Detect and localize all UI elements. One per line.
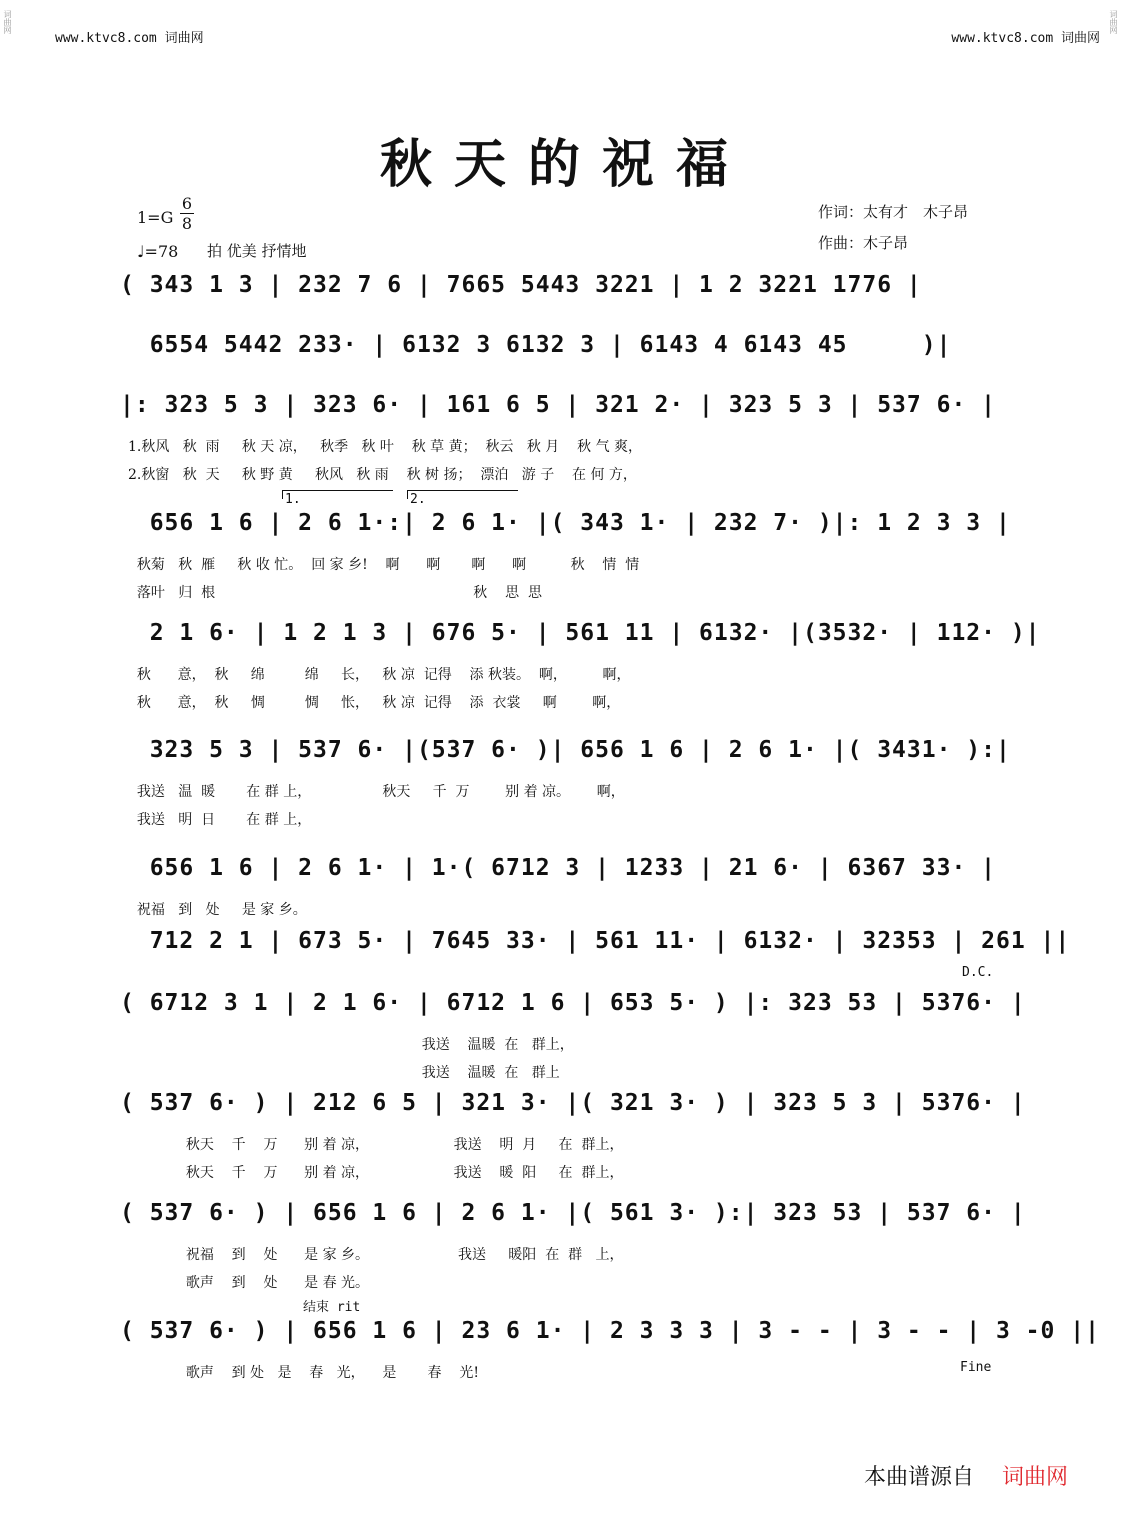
notation-row: 656 1 6 | 2 6 1· | 1·( 6712 3 | 1233 | 21 6· | 6367 33· |	[120, 855, 996, 881]
notation-row: 323 5 3 | 537 6· |(537 6· )| 656 1 6 | 2 6 1· |( 3431· ):|	[120, 737, 1011, 763]
time-signature	[180, 194, 194, 233]
left-side-watermark: 词曲网	[3, 10, 12, 34]
lyric-line: 我送 温暖 在 群上	[128, 1065, 560, 1081]
notation-row: ( 343 1 3 | 232 7 6 | 7665 5443 3221 | 1 2 3221 1776 |	[120, 272, 922, 298]
dc-mark: D.C.	[962, 965, 994, 980]
lyric-line: 2.秋窗 秋 天 秋 野 黄 秋风 秋 雨 秋 树 扬； 漂泊 游 子 在 何 方，	[128, 467, 637, 483]
notation-row: ( 537 6· ) | 212 6 5 | 321 3· |( 321 3· ) | 323 5 3 | 5376· |	[120, 1090, 1026, 1116]
lyric-line: 秋 意， 秋 绵 绵 长， 秋 凉 记得 添 秋装。 啊， 啊，	[128, 667, 631, 683]
footer-source-text: 本曲谱源自	[864, 1465, 975, 1490]
notation-row: 6554 5442 233· | 6132 3 6132 3 | 6143 4 6143 45 )|	[120, 332, 952, 358]
lyric-line: 秋 意， 秋 惆 惆 怅， 秋 凉 记得 添 衣裳 啊 啊，	[128, 695, 621, 711]
composer-credit: 作曲：木子昂	[818, 234, 909, 252]
lyric-line: 落叶 归 根 秋 思 思	[128, 585, 542, 601]
lyric-line: 我送 温暖 在 群上，	[128, 1037, 574, 1053]
notation-row: 2 1 6· | 1 2 1 3 | 676 5· | 561 11 | 6132· |(3532· | 112· )|	[120, 620, 1041, 646]
first-ending-bracket	[282, 490, 393, 499]
notation-row: ( 6712 3 1 | 2 1 6· | 6712 1 6 | 653 5· ) |: 323 53 | 5376· |	[120, 990, 1026, 1016]
notation-row: |: 323 5 3 | 323 6· | 161 6 5 | 321 2· | 323 5 3 | 537 6· |	[120, 392, 996, 418]
first-ending-mark: 1.	[285, 492, 301, 507]
lyric-line: 秋天 千 万 别 着 凉， 我送 暖 阳 在 群上，	[128, 1165, 624, 1181]
key-signature: 1=G	[137, 208, 174, 227]
lyric-line: 我送 明 日 在 群 上，	[128, 812, 312, 828]
lyric-line: 1.秋风 秋 雨 秋 天 凉， 秋季 秋 叶 秋 草 黄； 秋云 秋 月 秋 气 爽，	[128, 439, 643, 455]
notation-row: ( 537 6· ) | 656 1 6 | 2 6 1· |( 561 3· ):| 323 53 | 537 6· |	[120, 1200, 1026, 1226]
lyric-line: 歌声 到 处 是 春 光， 是 春 光!	[128, 1365, 479, 1381]
lyric-line: 秋天 千 万 别 着 凉， 我送 明 月 在 群上，	[128, 1137, 624, 1153]
lyricist-credit: 作词：太有才 木子昂	[818, 203, 969, 221]
tempo-marking: ♩=78	[137, 242, 179, 261]
notation-row: 712 2 1 | 673 5· | 7645 33· | 561 11· | 6132· | 32353 | 261 ||	[120, 928, 1071, 954]
tempo-description: 拍 优美 抒情地	[207, 242, 307, 260]
notation-row: ( 537 6· ) | 656 1 6 | 23 6 1· | 2 3 3 3 | 3 - - | 3 - - | 3 -0 ||	[120, 1318, 1100, 1344]
site-watermark-right: www.ktvc8.com 词曲网	[951, 31, 1100, 46]
second-ending-bracket	[407, 490, 518, 499]
site-watermark-left: www.ktvc8.com 词曲网	[55, 31, 204, 46]
meter-top: 6	[181, 194, 193, 213]
song-title: 秋天的祝福	[379, 134, 750, 195]
notation-row: 656 1 6 | 2 6 1·:| 2 6 1· |( 343 1· | 232 7· )|: 1 2 3 3 |	[120, 510, 1011, 536]
lyric-line: 祝福 到 处 是 家 乡。 我送 暖阳 在 群 上，	[128, 1247, 624, 1263]
fine-mark: Fine	[960, 1360, 992, 1375]
lyric-line: 秋菊 秋 雁 秋 收 忙。 回 家 乡! 啊 啊 啊 啊 秋 情 情	[128, 557, 640, 573]
right-side-watermark: 词曲网	[1109, 10, 1118, 34]
lyric-line: 我送 温 暖 在 群 上， 秋天 千 万 别 着 凉。 啊，	[128, 784, 625, 800]
second-ending-mark: 2.	[410, 492, 426, 507]
lyric-line: 祝福 到 处 是 家 乡。	[128, 902, 307, 918]
footer-brand: 词曲网	[1002, 1465, 1069, 1490]
lyric-line: 歌声 到 处 是 春 光。	[128, 1275, 370, 1291]
meter-bottom: 8	[181, 214, 193, 233]
rit-mark: 结束 rit	[303, 1300, 361, 1315]
